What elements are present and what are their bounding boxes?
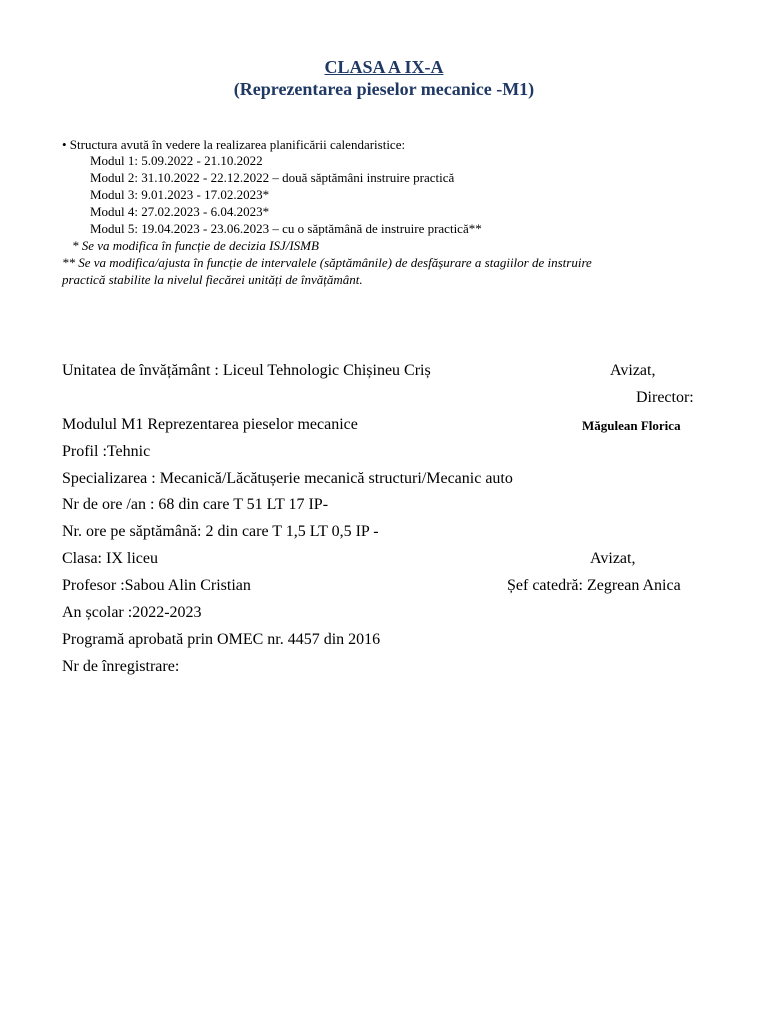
school-line: Unitatea de învățământ : Liceul Tehnologic Chișineu Criș bbox=[62, 362, 431, 379]
footnote-2-line-2: practică stabilite la nivelul fiecărei unități de învățământ. bbox=[62, 272, 363, 287]
footnote-1: * Se va modifica în funcție de decizia ISJ/ISMB bbox=[72, 238, 319, 253]
hours-year-line: Nr de ore /an : 68 din care T 51 LT 17 IP- bbox=[62, 496, 329, 513]
avizat-director: Avizat, bbox=[610, 362, 656, 379]
module-5-dates: Modul 5: 19.04.2023 - 23.06.2023 – cu o săptămână de instruire practică** bbox=[90, 221, 482, 236]
specialization-line: Specializarea : Mecanică/Lăcătușerie mecanică structuri/Mecanic auto bbox=[62, 470, 513, 487]
director-label: Director: bbox=[636, 389, 694, 406]
structure-intro: • Structura avută în vedere la realizarea planificării calendaristice: bbox=[62, 137, 406, 152]
avizat-department: Avizat, bbox=[590, 550, 636, 567]
page-subtitle: (Reprezentarea pieselor mecanice -M1) bbox=[233, 79, 535, 99]
hours-week-line: Nr. ore pe săptămână: 2 din care T 1,5 LT 0,5 IP - bbox=[62, 523, 379, 540]
module-3-dates: Modul 3: 9.01.2023 - 17.02.2023* bbox=[90, 187, 270, 202]
school-year-line: An școlar :2022-2023 bbox=[62, 604, 202, 621]
program-line: Programă aprobată prin OMEC nr. 4457 din 2016 bbox=[62, 631, 381, 648]
module-line: Modulul M1 Reprezentarea pieselor mecanice bbox=[62, 416, 358, 433]
class-line: Clasa: IX liceu bbox=[62, 550, 158, 567]
module-2-dates: Modul 2: 31.10.2022 - 22.12.2022 – două săptămâni instruire practică bbox=[90, 170, 455, 185]
teacher-line: Profesor :Sabou Alin Cristian bbox=[62, 577, 251, 594]
page-title: CLASA A IX-A bbox=[324, 57, 444, 77]
head-of-department: Șef catedră: Zegrean Anica bbox=[507, 577, 681, 594]
profile-line: Profil :Tehnic bbox=[62, 443, 151, 460]
director-name: Măgulean Florica bbox=[582, 418, 681, 433]
footnote-2-line-1: ** Se va modifica/ajusta în funcție de intervalele (săptămânile) de desfășurare a stagiilor de instruire bbox=[62, 255, 592, 270]
registration-line: Nr de înregistrare: bbox=[62, 658, 180, 675]
module-4-dates: Modul 4: 27.02.2023 - 6.04.2023* bbox=[90, 204, 270, 219]
module-1-dates: Modul 1: 5.09.2022 - 21.10.2022 bbox=[90, 153, 263, 168]
